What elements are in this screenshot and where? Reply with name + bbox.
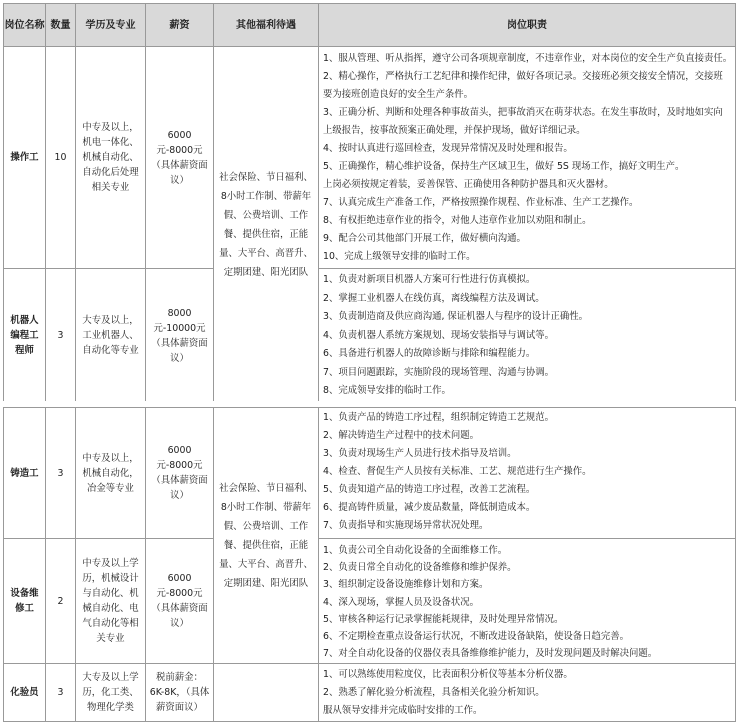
job-name: 设备维修工 — [4, 539, 46, 664]
header-education: 学历及专业 — [76, 4, 146, 47]
header-count: 数量 — [46, 4, 76, 47]
header-benefits: 其他福利待遇 — [214, 4, 319, 47]
job-count: 2 — [46, 539, 76, 664]
duty-line: 5、负责知道产品的铸造工序过程，改善工艺流程。 — [323, 484, 536, 495]
job-name: 铸造工 — [4, 408, 46, 539]
table-row — [4, 664, 736, 722]
job-duties — [319, 269, 736, 403]
job-duties — [319, 539, 736, 664]
job-salary: 6000 元-8000元（具体薪资面议） — [146, 408, 214, 539]
job-benefits: 社会保险、节日福利、8小时工作制、带薪年假、公费培训、工作餐、提供住宿，正能量、大平台、高晋升、定期团建、阳光团队 — [214, 47, 319, 403]
duty-line: 2、解决铸造生产过程中的技术问题。 — [323, 430, 479, 441]
duty-line: 1、负责公司全自动化设备的全面维修工作。 — [323, 545, 508, 556]
job-count: 3 — [46, 269, 76, 403]
duty-line: 7、项目问题跟踪，实施阶段的现场管理、沟通与协调。 — [323, 366, 554, 378]
duty-line: 3、正确分析、判断和处理各种事故苗头，把事故消灭在萌芽状态。在发生事故时，及时地如实向 — [323, 107, 723, 118]
duty-line: 1、负责产品的铸造工序过程，组织制定铸造工艺规范。 — [323, 412, 554, 423]
duty-line: 2、掌握工业机器人在线仿真，离线编程方法及调试。 — [323, 292, 545, 304]
duty-line: 7、负责指导和实施现场异常状况处理。 — [323, 520, 489, 531]
job-name: 化验员 — [4, 664, 46, 722]
job-education: 大专及以上学历，化工类、物理化学类 — [76, 664, 146, 722]
empty-benefits-cell — [214, 664, 319, 722]
job-count: 3 — [46, 664, 76, 722]
duty-line: 5、正确操作，精心维护设备，保持生产区域卫生，做好 5S 现场工作，搞好文明生产。 — [323, 161, 685, 172]
table-row — [4, 269, 736, 403]
job-salary: 8000 元-10000元（具体薪资面议） — [146, 269, 214, 403]
job-duties — [319, 664, 736, 722]
duty-line: 9、配合公司其他部门开展工作，做好横向沟通。 — [323, 233, 526, 244]
table-row — [4, 47, 736, 269]
job-name: 操作工 — [4, 47, 46, 269]
job-name: 机器人编程工程师 — [4, 269, 46, 403]
job-education: 中专及以上学历，机械设计与自动化、机械自动化、电气自动化等相关专业 — [76, 539, 146, 664]
table-row — [4, 408, 736, 539]
job-duties — [319, 47, 736, 269]
job-education: 中专及以上，机械自动化，冶金等专业 — [76, 408, 146, 539]
job-duties — [319, 408, 736, 539]
duty-line: 6、提高铸件质量，减少废品数量，降低制造成本。 — [323, 502, 536, 513]
header-salary: 薪资 — [146, 4, 214, 47]
job-salary: 6000 元-8000元（具体薪资面议） — [146, 47, 214, 269]
job-salary: 6000 元-8000元（具体薪资面议） — [146, 539, 214, 664]
job-table-top — [3, 3, 736, 403]
duty-line: 6、不定期检查重点设备运行状况，不断改进设备缺陷，使设备日趋完善。 — [323, 631, 629, 643]
job-education: 大专及以上，工业机器人、自动化等专业 — [76, 269, 146, 403]
duty-line: 4、深入现场，掌握人员及设备状况。 — [323, 596, 479, 608]
duty-line: 10、完成上级领导安排的临时工作。 — [323, 251, 476, 262]
job-table-bottom — [3, 407, 736, 722]
header-position: 岗位名称 — [4, 4, 46, 47]
table-row — [4, 539, 736, 664]
duty-line: 2、负责日常全自动化的设备维修和维护保养。 — [323, 562, 517, 574]
duty-line: 2、精心操作，严格执行工艺纪律和操作纪律，做好各项记录。交接班必须交接安全情况，交接班 — [323, 71, 723, 82]
duty-line: 4、负责机器人系统方案规划、现场安装指导与调试等。 — [323, 329, 554, 341]
duty-line: 8、有权拒绝违章作业的指令，对他人违章作业加以劝阻和制止。 — [323, 215, 592, 226]
duty-line: 3、组织制定设备设施维修计划和方案。 — [323, 579, 489, 591]
duty-line: 上级报告，按事故预案正确处理，并保护现场，做好详细记录。 — [323, 125, 586, 136]
duty-line: 3、负责制造商及供应商沟通, 保证机器人与程序的设计正确性。 — [323, 311, 589, 322]
duty-line: 1、负责对新项目机器人方案可行性进行仿真模拟。 — [323, 274, 536, 285]
header-duties: 岗位职责 — [319, 4, 736, 47]
duty-line: 要为接班创造良好的安全生产条件。 — [323, 89, 474, 100]
duty-line: 2、熟悉了解化验分析流程，具备相关化验分析知识。 — [323, 687, 545, 698]
duty-line: 4、检查、督促生产人员按有关标准、工艺、规范进行生产操作。 — [323, 466, 592, 477]
job-count: 3 — [46, 408, 76, 539]
job-count: 10 — [46, 47, 76, 269]
duty-line: 5、审核各种运行记录掌握能耗规律，及时处理异常情况。 — [323, 613, 564, 625]
job-salary: 税前薪金：6K-8K，（具体薪资面议） — [146, 664, 214, 722]
job-benefits: 社会保险、节日福利、8小时工作制、带薪年假、公费培训、工作餐、提供住宿，正能量、大平台、高晋升、定期团建、阳光团队 — [214, 408, 319, 664]
header-row — [4, 4, 736, 47]
duty-line: 3、负责对现场生产人员进行技术指导及培训。 — [323, 448, 517, 459]
duty-line: 上岗必须按规定着装，妥善保管、正确使用各种防护器具和灭火器材。 — [323, 179, 614, 190]
duty-line: 7、认真完成生产准备工作，严格按照操作规程、作业标准、生产工艺操作。 — [323, 197, 639, 208]
duty-line: 7、对全自动化设备的仪器仪表具备维修维护能力，及时发现问题及时解决问题。 — [323, 648, 658, 660]
duty-line: 4、按时认真进行巡回检查，发现异常情况及时处理和报告。 — [323, 143, 573, 154]
duty-line: 服从领导安排并完成临时安排的工作。 — [323, 705, 483, 716]
duty-line: 1、服从管理、听从指挥，遵守公司各项规章制度，不违章作业，对本岗位的安全生产负直接责任。 — [323, 53, 733, 64]
duty-line: 8、完成领导安排的临时工作。 — [323, 385, 451, 396]
duty-line: 6、具备进行机器人的故障诊断与排除和编程能力。 — [323, 348, 536, 359]
job-education: 中专及以上，机电一体化、机械自动化、自动化后处理相关专业 — [76, 47, 146, 269]
duty-line: 1、可以熟练使用粒度仪，比表面积分析仪等基本分析仪器。 — [323, 669, 573, 680]
